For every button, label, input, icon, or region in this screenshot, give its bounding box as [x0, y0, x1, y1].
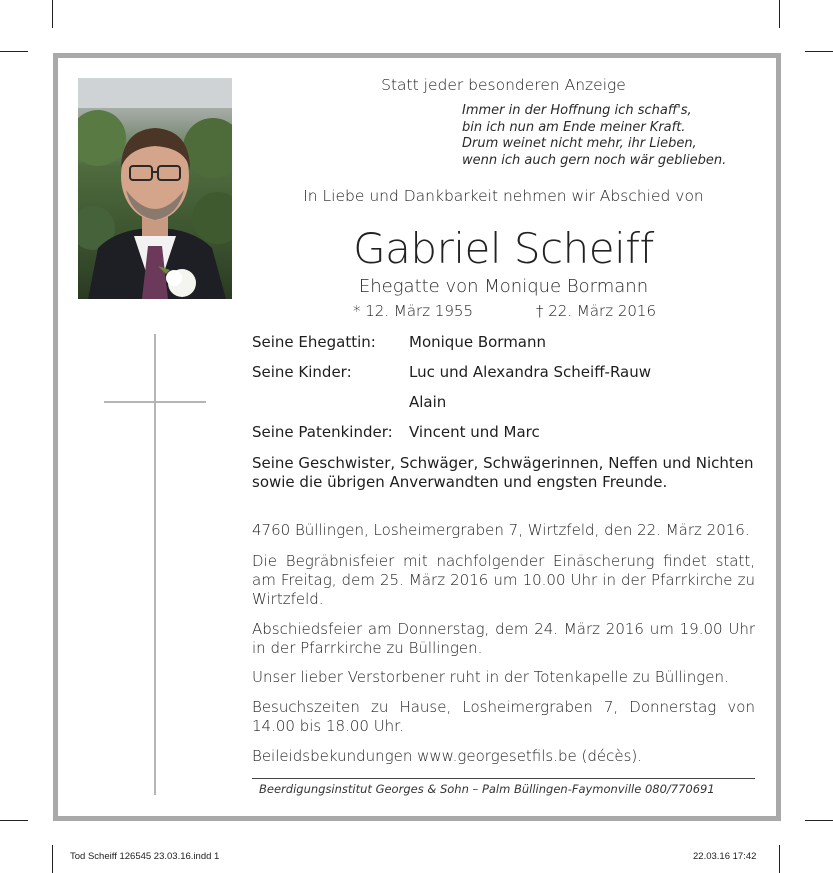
print-slug-date: 22.03.16 17:42 — [693, 851, 757, 862]
deceased-name: Gabriel Scheiff — [353, 224, 654, 273]
crop-mark — [805, 51, 833, 52]
print-slug-file: Tod Scheiff 126545 23.03.16.indd 1 — [70, 851, 220, 862]
poem — [462, 103, 726, 169]
farewell-paragraph: Abschiedsfeier am Donnerstag, dem 24. März 2016 um 19.00 Uhr in der Pfarrkirche zu Büllingen. — [252, 620, 755, 657]
crop-mark — [0, 51, 28, 52]
poem-line: wenn ich auch gern noch wär geblieben. — [462, 152, 727, 168]
crop-mark — [779, 0, 780, 28]
visiting-paragraph: Besuchszeiten zu Hause, Losheimergraben 7, Donnerstag von 14.00 bis 18.00 Uhr. — [252, 698, 755, 735]
crop-mark — [0, 820, 28, 821]
crop-mark — [779, 845, 780, 873]
crop-mark — [805, 820, 833, 821]
place-date-paragraph: 4760 Büllingen, Losheimergraben 7, Wirtzfeld, den 22. März 2016. — [252, 521, 750, 539]
footer-divider — [252, 778, 755, 779]
death-date: † 22. März 2016 — [536, 302, 657, 320]
family-value: Vincent und Marc — [409, 423, 540, 441]
chapel-paragraph: Unser lieber Verstorbener ruht in der Totenkapelle zu Büllingen. — [252, 668, 729, 686]
spouse-line: Ehegatte von Monique Bormann — [358, 276, 649, 297]
funeral-home-footer: Beerdigungsinstitut Georges & Sohn – Palm Büllingen-Faymonville 080/770691 — [259, 782, 715, 796]
family-label: Seine Ehegattin: — [252, 333, 376, 351]
poem-line: Immer in der Hoffnung ich schaff's, — [462, 103, 692, 118]
poem-line: Drum weinet nicht mehr, ihr Lieben, — [462, 136, 697, 151]
poem-line: bin ich nun am Ende meiner Kraft. — [462, 119, 686, 135]
family-label: Seine Patenkinder: — [252, 423, 393, 441]
family-value: Luc und Alexandra Scheiff-Rauw — [409, 363, 652, 381]
crop-mark — [52, 0, 53, 28]
birth-date: * 12. März 1955 — [353, 302, 474, 320]
crop-mark — [52, 845, 53, 873]
condolences-paragraph: Beileidsbekundungen www.georgesetfils.be (décès). — [252, 747, 643, 765]
intro-line: In Liebe und Dankbarkeit nehmen wir Abschied von — [303, 187, 704, 205]
family-value: Alain — [409, 393, 447, 411]
portrait-photo — [78, 78, 232, 299]
family-value: Monique Bormann — [409, 333, 547, 351]
header-statt: Statt jeder besonderen Anzeige — [381, 76, 626, 94]
relatives-paragraph: Seine Geschwister, Schwäger, Schwägerinnen, Neffen und Nichten sowie die übrigen Anverwandten und engsten Freunde. — [252, 454, 754, 491]
family-label: Seine Kinder: — [252, 363, 352, 381]
cross-vertical-bar — [154, 334, 156, 795]
funeral-paragraph: Die Begräbnisfeier mit nachfolgender Einäscherung findet statt, am Freitag, dem 25. März 2016 um 10.00 Uhr in der Pfarrkirche zu Wirtzfeld. — [252, 552, 755, 608]
cross-horizontal-bar — [104, 401, 206, 403]
